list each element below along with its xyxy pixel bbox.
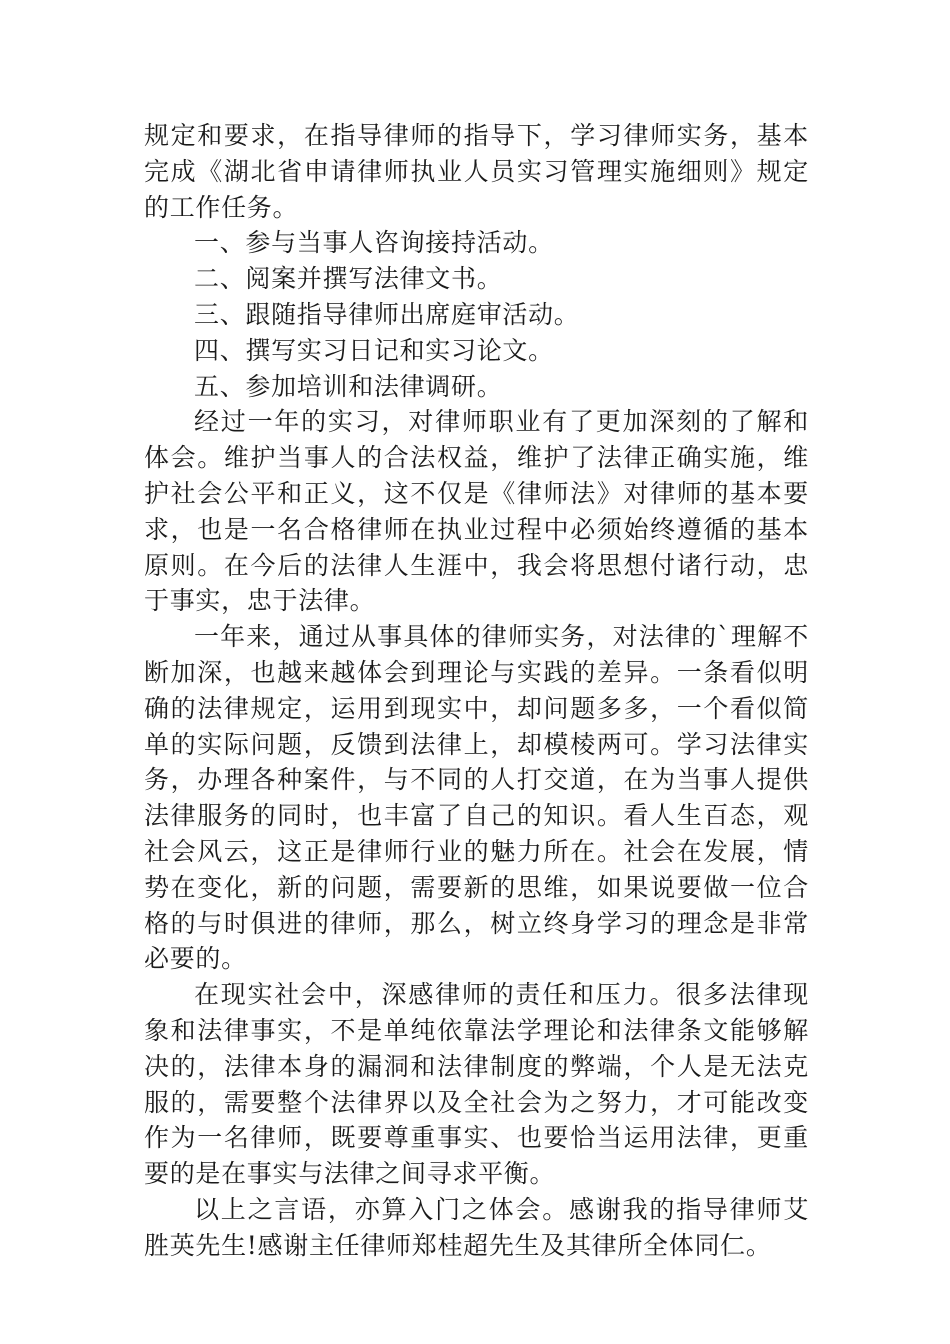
list-item-consultation: 一、参与当事人咨询接持活动。	[194, 228, 554, 258]
document-page	[144, 118, 809, 1264]
list-item-court-hearings: 三、跟随指导律师出席庭审活动。	[194, 299, 580, 329]
paragraph-practice: 一年来，通过从事具体的律师实务，对法律的`理解不断加深，也越来越体会到理论与实践的差异。一条看似明确的法律规定，运用到现实中，却问题多多，一个看似简单的实际问题，反馈到法律上，却模棱两可。学习法律实务，办理各种案件，与不同的人打交道，在为当事人提供法律服务的同时，也丰富了自己的知识。看人生百态，观社会风云，这正是律师行业的魅力所在。社会在发展，情势在变化，新的问题，需要新的思维，如果说要做一位合格的与时俱进的律师，那么，树立终身学习的理念是非常必要的。	[144, 622, 809, 974]
list-item-training-research: 五、参加培训和法律调研。	[194, 371, 503, 401]
paragraph-understanding: 经过一年的实习，对律师职业有了更加深刻的了解和体会。维护当事人的合法权益，维护了法律正确实施，维护社会公平和正义，这不仅是《律师法》对律师的基本要求，也是一名合格律师在执业过程中必须始终遵循的基本原则。在今后的法律人生涯中，我会将思想付诸行动，忠于事实，忠于法律。	[144, 407, 809, 616]
list-item-legal-documents: 二、阅案并撰写法律文书。	[194, 264, 503, 294]
list-item-diary-thesis: 四、撰写实习日记和实习论文。	[194, 335, 554, 365]
paragraph-responsibility: 在现实社会中，深感律师的责任和压力。很多法律现象和法律事实，不是单纯依靠法学理论和法律条文能够解决的，法律本身的漏洞和法律制度的弊端，个人是无法克服的，需要整个法律界以及全社会为之努力，才可能改变作为一名律师，既要尊重事实、也要恰当运用法律，更重要的是在事实与法律之间寻求平衡。	[144, 980, 809, 1189]
paragraph-continuation: 规定和要求，在指导律师的指导下，学习律师实务，基本完成《湖北省申请律师执业人员实习管理实施细则》规定的工作任务。	[144, 121, 809, 222]
paragraph-thanks: 以上之言语，亦算入门之体会。感谢我的指导律师艾胜英先生!感谢主任律师郑桂超先生及其律所全体同仁。	[144, 1194, 809, 1260]
